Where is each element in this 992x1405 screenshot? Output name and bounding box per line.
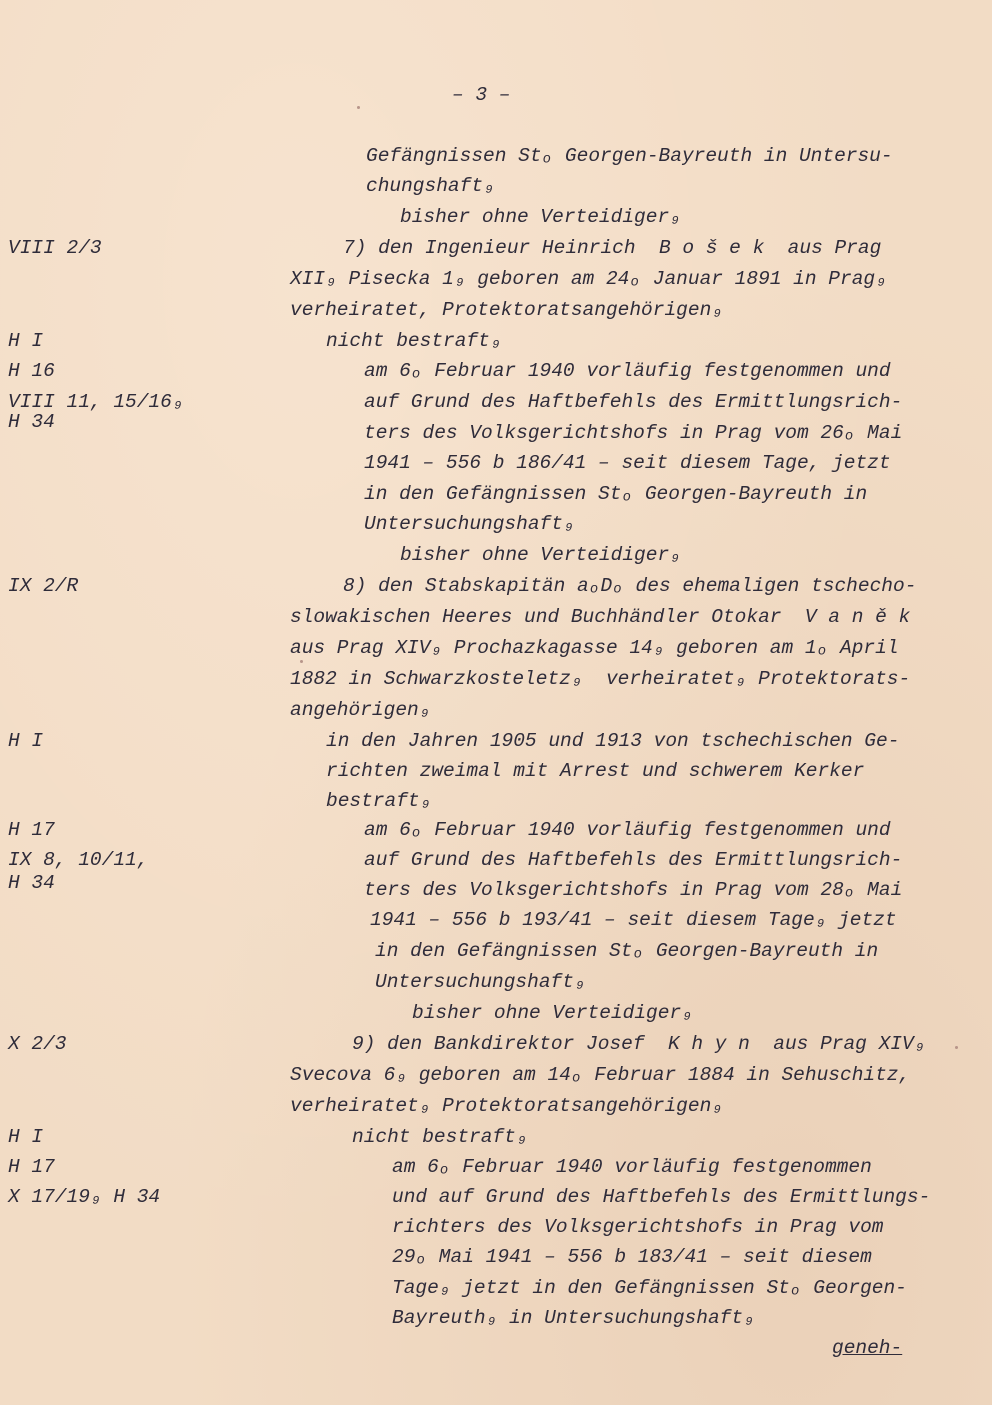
body-line: slowakischen Heeres und Buchhändler Otokar V a n ě k: [290, 606, 911, 628]
body-line: und auf Grund des Haftbefehls des Ermittlungs‑: [392, 1186, 931, 1208]
body-line: Untersuchungshaft₉: [375, 971, 586, 993]
body-line: Gefängnissen Stₒ Georgen‑Bayreuth in Untersu‑: [366, 145, 893, 167]
margin-note: X 2/3: [8, 1033, 67, 1055]
body-line: Tage₉ jetzt in den Gefängnissen Stₒ Georgen‑: [392, 1277, 907, 1299]
paper-speck: [300, 660, 303, 663]
body-line: richters des Volksgerichtshofs in Prag vom: [392, 1216, 884, 1238]
body-line: verheiratet₉ Protektoratsangehörigen₉: [290, 1095, 723, 1117]
body-line: bisher ohne Verteidiger₉: [400, 206, 681, 228]
body-line: nicht bestraft₉: [352, 1126, 528, 1148]
body-line: XII₉ Pisecka 1₉ geboren am 24ₒ Januar 1891 in Prag₉: [290, 268, 887, 290]
body-line: in den Gefängnissen Stₒ Georgen‑Bayreuth in: [375, 940, 879, 962]
body-line: 8) den Stabskapitän aₒDₒ des ehemaligen tschecho‑: [343, 575, 917, 597]
body-line: aus Prag XIV₉ Prochazkagasse 14₉ geboren am 1ₒ April: [290, 637, 899, 659]
margin-note: VIII 2/3: [8, 237, 102, 259]
body-line: Svecova 6₉ geboren am 14ₒ Februar 1884 in Sehuschitz,: [290, 1064, 911, 1086]
margin-note: H 34: [8, 411, 55, 433]
body-line: 7) den Ingenieur Heinrich B o š e k aus Prag: [343, 237, 882, 259]
paper-speck: [357, 106, 360, 109]
margin-note: IX 8, 10/11,: [8, 849, 149, 871]
body-line: 1941 – 556 b 186/41 – seit diesem Tage, jetzt: [364, 452, 891, 474]
margin-note: H I: [8, 330, 44, 352]
body-line: Untersuchungshaft₉: [364, 513, 575, 535]
body-line: ters des Volksgerichtshofs in Prag vom 28ₒ Mai: [364, 879, 903, 901]
body-line: ters des Volksgerichtshofs in Prag vom 26ₒ Mai: [364, 422, 903, 444]
body-line: auf Grund des Haftbefehls des Ermittlungsrich‑: [364, 849, 903, 871]
body-line: in den Gefängnissen Stₒ Georgen‑Bayreuth in: [364, 483, 868, 505]
body-line: 1882 in Schwarzkosteletz₉ verheiratet₉ Protektorats‑: [290, 668, 911, 690]
margin-note: H I: [8, 730, 44, 752]
body-line: verheiratet, Protektoratsangehörigen₉: [290, 299, 723, 321]
body-line: nicht bestraft₉: [326, 330, 502, 352]
body-line: bestraft₉: [326, 790, 432, 812]
body-line: am 6ₒ Februar 1940 vorläufig festgenommen und: [364, 360, 891, 382]
margin-note: H 34: [8, 872, 55, 894]
margin-note: H 17: [8, 819, 55, 841]
body-line: chungshaft₉: [366, 175, 495, 197]
body-line: auf Grund des Haftbefehls des Ermittlungsrich‑: [364, 391, 903, 413]
body-line: bisher ohne Verteidiger₉: [400, 544, 681, 566]
body-line: am 6ₒ Februar 1940 vorläufig festgenommen und: [364, 819, 891, 841]
margin-note: H 16: [8, 360, 55, 382]
body-line: am 6ₒ Februar 1940 vorläufig festgenommen: [392, 1156, 872, 1178]
body-line: Bayreuth₉ in Untersuchungshaft₉: [392, 1307, 755, 1329]
body-line: in den Jahren 1905 und 1913 von tschechischen Ge‑: [326, 730, 900, 752]
margin-note: H I: [8, 1126, 44, 1148]
margin-note: H 17: [8, 1156, 55, 1178]
body-line: angehörigen₉: [290, 699, 431, 721]
body-line: 29ₒ Mai 1941 – 556 b 183/41 – seit diesem: [392, 1246, 872, 1268]
page-number: – 3 –: [452, 84, 511, 106]
body-line: 1941 – 556 b 193/41 – seit diesem Tage₉ jetzt: [370, 909, 897, 931]
body-line: 9) den Bankdirektor Josef K h y n aus Prag XIV₉: [352, 1033, 926, 1055]
catchword: geneh‑: [832, 1337, 903, 1359]
body-line: bisher ohne Verteidiger₉: [412, 1002, 693, 1024]
body-line: richten zweimal mit Arrest und schwerem Kerker: [326, 760, 865, 782]
margin-note: IX 2/R: [8, 575, 79, 597]
paper-speck: [955, 1046, 958, 1049]
margin-note: VIII 11, 15/16₉: [8, 391, 184, 413]
margin-note: X 17/19₉ H 34: [8, 1186, 161, 1208]
